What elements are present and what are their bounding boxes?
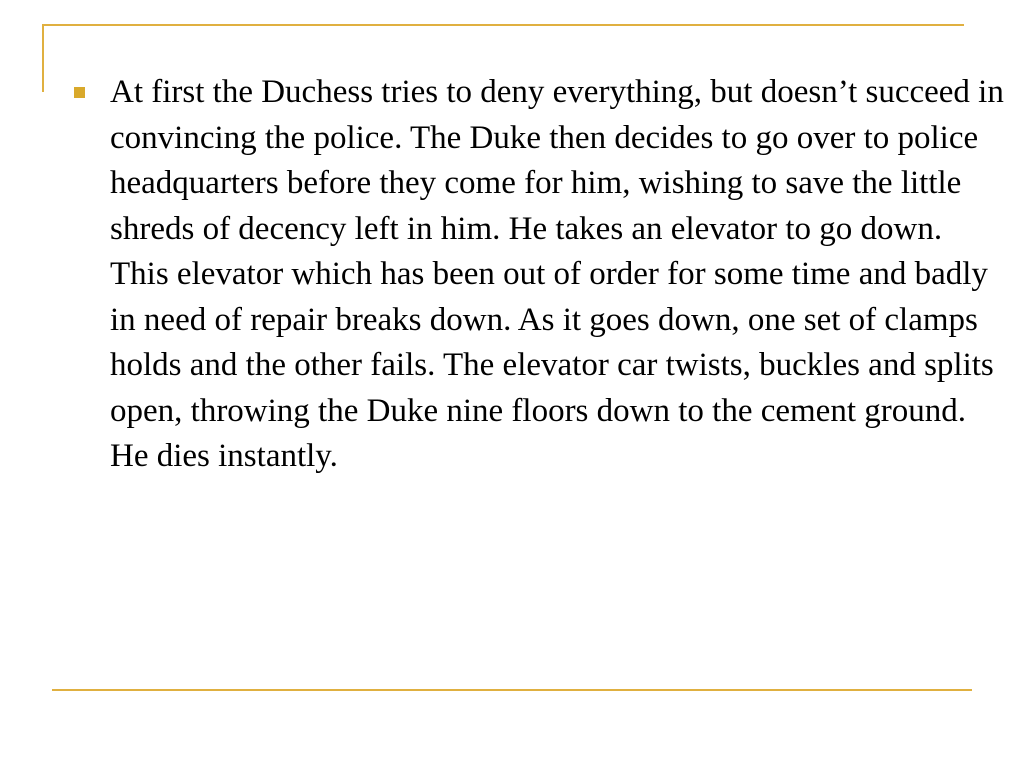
bullet-text: At first the Duchess tries to deny everything, but doesn’t succeed in convincing the police. The Duke then decides to go over to police headquarters before they come for him, wishing to save the little shreds of decency left in him. He takes an elevator to go down. This elevator which has been out of order for some time and badly in need of repair breaks down. As it goes down, one set of clamps holds and the other fails. The elevator car twists, buckles and splits open, throwing the Duke nine floors down to the cement ground. He dies instantly. [110,74,1004,474]
square-bullet-icon [74,87,85,98]
slide-body [72,70,1007,480]
frame-top-rule [42,24,964,26]
bullet-item [72,70,1007,480]
frame-bottom-rule [52,689,972,691]
frame-left-rule [42,24,44,92]
